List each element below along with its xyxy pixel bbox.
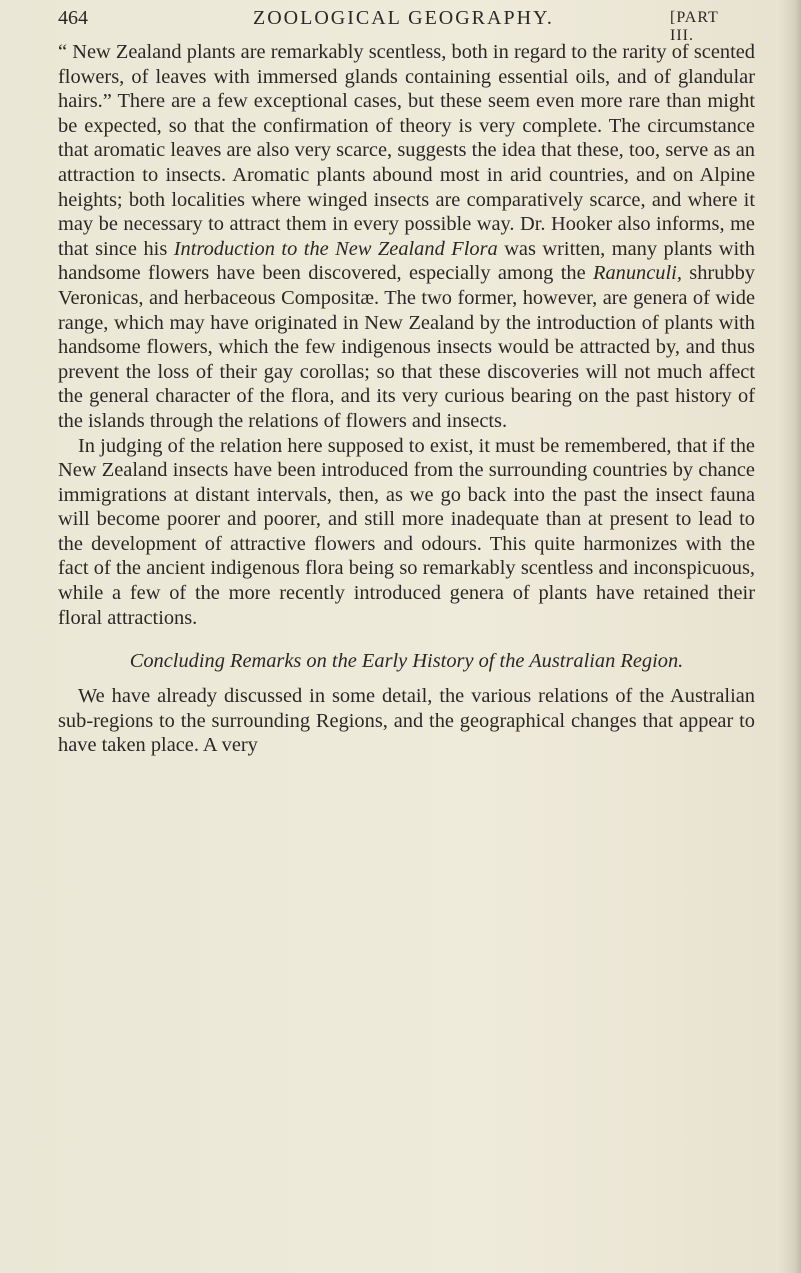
page-edge-shadow [779, 0, 801, 1273]
paragraph-1-text-a: “ New Zealand plants are remarkably scentless, both in regard to the rarity of scented flowers, of leaves with immersed glands containing essential oils, and of glandular hairs.” There are a few exceptional cases, but these seem even more rare than might be expected, so that the confirmation of theory is very complete. The circumstance that aromatic leaves are also very scarce, suggests the idea that these, too, serve as an attraction to insects. Aromatic plants abound most in arid countries, and on Alpine heights; both localities where winged insects are comparatively scarce, and where it may be necessary to attract them in every possible way. Dr. Hooker also informs, me that since his [58, 41, 755, 260]
section-heading: Concluding Remarks on the Early History of the Australian Region. [129, 650, 684, 673]
running-title: ZOOLOGICAL GEOGRAPHY. [253, 7, 554, 29]
paragraph-1-text-b: was written, many plants with handsome flowers have been discovered, especially among the [58, 237, 755, 285]
paragraph-1 [58, 40, 755, 434]
page-header [58, 3, 719, 44]
part-label: [PART III. [670, 9, 719, 44]
paragraph-2: In judging of the relation here supposed to exist, it must be remembered, that if the New Zealand insects have been introduced from the surrounding countries by chance immigrations at distant intervals, then, as we go back into the past the insect fauna will become poorer and poorer, and still more inadequate than at present to lead to the development of attractive flowers and odours. This quite harmonizes with the fact of the ancient indigenous flora being so remarkably scentless and inconspicuous, while a few of the more recently introduced genera of plants have retained their floral attractions. [58, 434, 755, 629]
body-text [58, 40, 755, 758]
page-number: 464 [58, 7, 88, 29]
genus-italic: Ranunculi, [593, 262, 682, 285]
book-title-italic: Introduction to the New Zealand Flora [173, 237, 498, 260]
paragraph-1-text-c: shrubby Veronicas, and herbaceous Compositæ. The two former, however, are genera of wide range, which may have originated in New Zealand by the introduction of plants with handsome flowers, which the few indigenous insects would be attracted by, and thus prevent the loss of their gay corollas; so that these discoveries will not much affect the general character of the flora, and its very curious bearing on the past history of the islands through the relations of flowers and insects. [58, 262, 755, 432]
paragraph-3: We have already discussed in some detail, the various relations of the Australian sub-regions to the surrounding Regions, and the geographical changes that appear to have taken place. A very [58, 685, 755, 757]
